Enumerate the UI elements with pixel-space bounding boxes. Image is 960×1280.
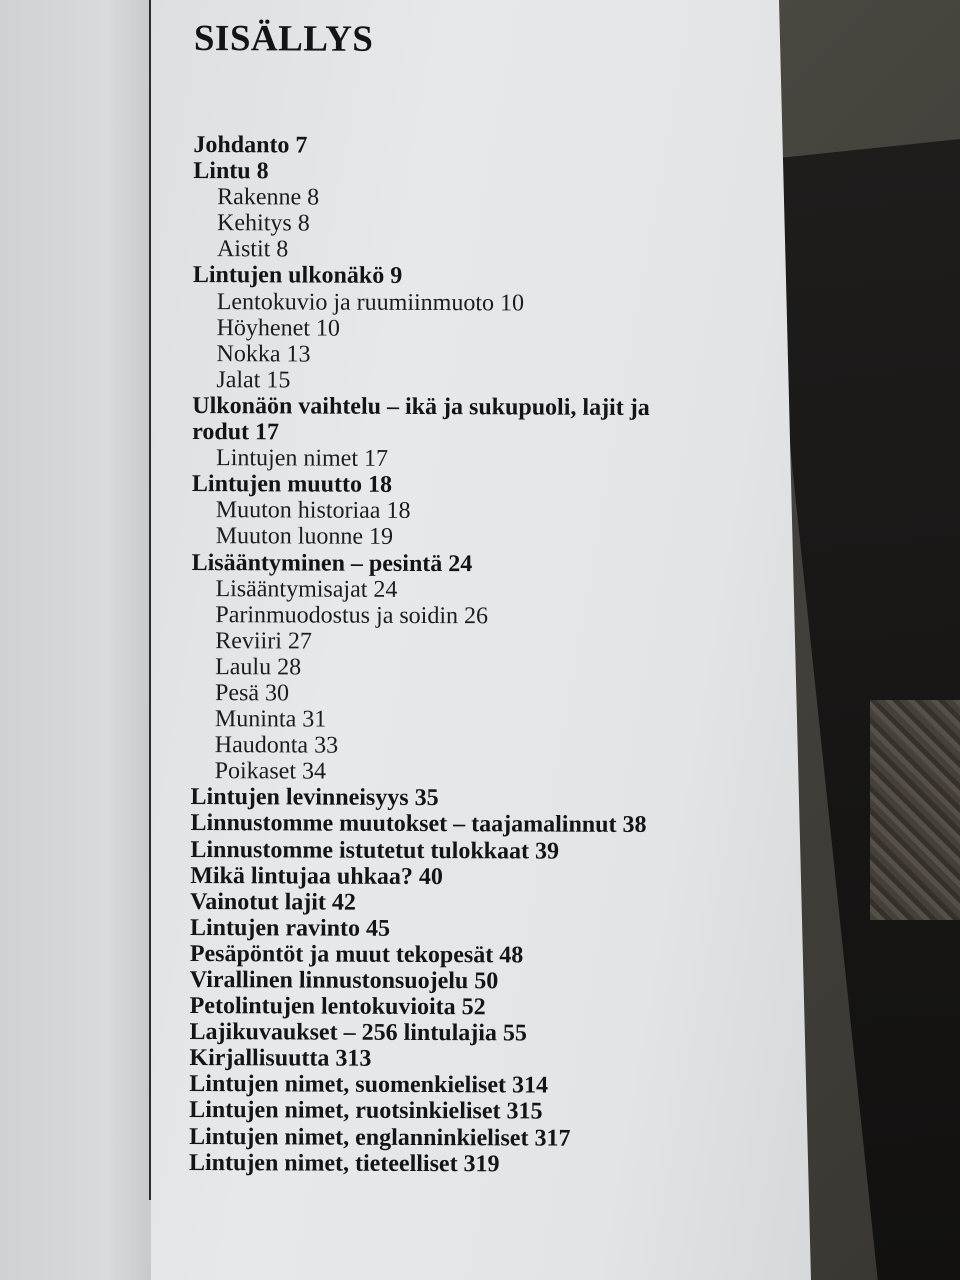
- toc-chapter-entry: Kirjallisuutta 313: [189, 1045, 372, 1073]
- toc-chapter-entry: Lintujen nimet, tieteelliset 319: [188, 1149, 500, 1178]
- toc-section-entry: Pesä 30: [214, 680, 290, 707]
- toc-title: SISÄLLYS: [193, 17, 374, 60]
- toc-section-entry: Muninta 31: [214, 706, 327, 733]
- toc-chapter-entry: Lintujen muutto 18: [191, 471, 393, 499]
- toc-chapter-entry: Vainotut lajit 42: [190, 888, 356, 916]
- toc-chapter-entry: Lintujen levinneisyys 35: [190, 784, 439, 812]
- toc-section-entry: Höyhenet 10: [216, 314, 340, 342]
- toc-chapter-entry: Ulkonäön vaihtelu – ikä ja sukupuoli, lajit ja: [192, 392, 650, 421]
- toc-chapter-entry: Lajikuvaukset – 256 lintulajia 55: [189, 1019, 528, 1047]
- rug-background: [870, 700, 960, 920]
- toc-section-entry: Lentokuvio ja ruumiinmuoto 10: [216, 288, 525, 317]
- toc-chapter-entry: Lintujen nimet, englanninkieliset 317: [189, 1123, 571, 1152]
- table-of-contents: [189, 14, 784, 1178]
- toc-chapter-entry: Virallinen linnustonsuojelu 50: [189, 966, 499, 995]
- toc-chapter-entry: Lintujen nimet, suomenkieliset 314: [189, 1071, 549, 1099]
- toc-section-entry: Muuton historiaa 18: [215, 497, 411, 525]
- toc-section-entry: Nokka 13: [216, 340, 311, 368]
- toc-section-entry: Kehitys 8: [217, 210, 310, 237]
- toc-section-entry: Lisääntymisajat 24: [215, 575, 398, 603]
- toc-chapter-entry: Linnustomme muutokset – taajamalinnut 38: [190, 810, 647, 839]
- toc-chapter-entry: rodut 17: [192, 419, 280, 446]
- toc-section-entry: Aistit 8: [216, 236, 289, 263]
- toc-chapter-entry: Lintujen ravinto 45: [189, 914, 391, 942]
- toc-section-entry: Poikaset 34: [214, 758, 327, 785]
- toc-chapter-entry: Lintujen nimet, ruotsinkieliset 315: [189, 1097, 543, 1125]
- toc-chapter-entry: Petolintujen lentokuvioita 52: [189, 993, 486, 1021]
- toc-section-entry: Reviiri 27: [215, 627, 312, 655]
- toc-section-entry: Parinmuodostus ja soidin 26: [215, 601, 489, 629]
- toc-chapter-entry: Lintu 8: [193, 158, 269, 185]
- toc-section-entry: Rakenne 8: [217, 184, 320, 211]
- toc-chapter-entry: Johdanto 7: [193, 131, 308, 159]
- page-gutter-line: [149, 0, 151, 1200]
- toc-section-entry: Jalat 15: [216, 366, 291, 394]
- toc-section-entry: Muuton luonne 19: [215, 523, 394, 551]
- toc-section-entry: Laulu 28: [215, 653, 302, 681]
- toc-section-entry: Lintujen nimet 17: [216, 445, 389, 472]
- toc-list: [189, 132, 784, 1178]
- toc-chapter-entry: Lintujen ulkonäkö 9: [192, 262, 403, 290]
- toc-section-entry: Haudonta 33: [214, 732, 339, 759]
- left-page-edge: [0, 0, 152, 1280]
- toc-chapter-entry: Pesäpöntöt ja muut tekopesät 48: [189, 940, 524, 969]
- toc-chapter-entry: Mikä lintujaa uhkaa? 40: [190, 862, 444, 890]
- toc-chapter-entry: Linnustomme istutetut tulokkaat 39: [190, 836, 560, 865]
- toc-chapter-entry: Lisääntyminen – pesintä 24: [191, 549, 473, 577]
